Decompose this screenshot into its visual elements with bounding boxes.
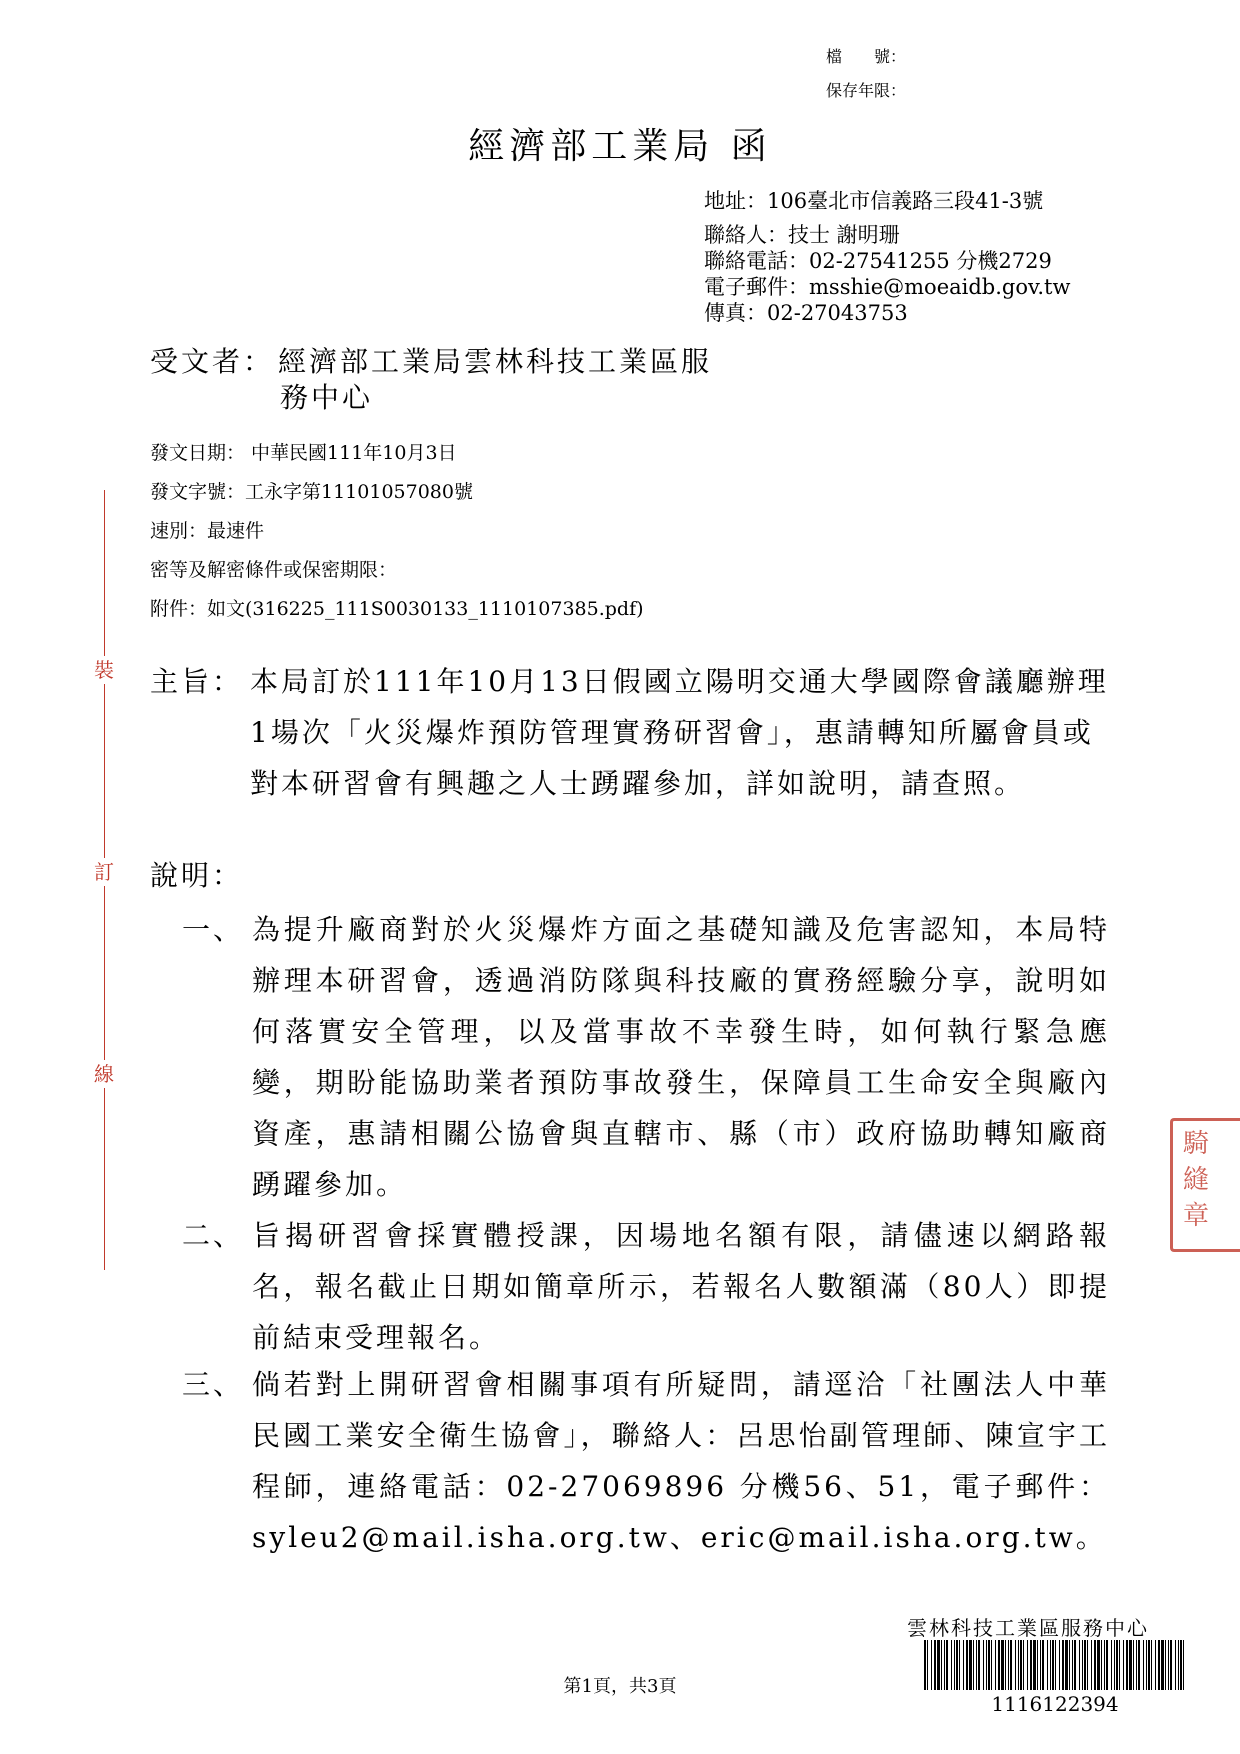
document-meta (150, 434, 644, 629)
file-meta (826, 40, 906, 108)
binding-char-bottom: 線 (90, 1060, 118, 1088)
explanation-label: 說明： (150, 859, 244, 892)
retention-period-label: 保存年限： (826, 81, 907, 100)
document-number: 發文字號：工永字第11101057080號 (150, 481, 473, 503)
sender-fax: 傳真：02-27043753 (704, 301, 908, 325)
sender-contact: 聯絡人：技士 謝明珊 (704, 223, 900, 247)
attachment: 附件：如文(316225_111S0030133_1110107385.pdf) (150, 598, 644, 620)
stamp-char-1: 騎 (1183, 1129, 1210, 1159)
recipient (150, 344, 712, 416)
binding-char-top: 裝 (90, 656, 118, 684)
confidentiality: 密等及解密條件或保密期限： (150, 559, 398, 581)
document-title: 經濟部工業局 函 (468, 126, 772, 167)
barcode-number: 1116122394 (991, 1692, 1119, 1716)
recipient-name-line2: 務中心 (280, 381, 374, 414)
receiving-unit-name: 雲林科技工業區服務中心 (907, 1616, 1149, 1640)
item-number: 二、 (182, 1219, 245, 1252)
item-text: 為提升廠商對於火災爆炸方面之基礎知識及危害認知，本局特辦理本研習會，透過消防隊與科技廠的實務經驗分享，說明如何落實安全管理，以及當事故不幸發生時，如何執行緊急應變，期盼能協助業者預防事故發生，保障員工生命安全與廠內資產，惠請相關公協會與直轄市、縣（市）政府協助轉知廠商踴躍參加。 (252, 913, 1110, 1201)
stamp-char-3: 章 (1183, 1201, 1210, 1231)
item-text: 旨揭研習會採實體授課，因場地名額有限，請儘速以網路報名，報名截止日期如簡章所示，若報名人數額滿（80人）即提前結束受理報名。 (252, 1219, 1110, 1354)
recipient-name-line1: 經濟部工業局雲林科技工業區服 (278, 345, 713, 378)
explanation-item-2 (182, 1210, 1110, 1363)
subject-text: 本局訂於111年10月13日假國立陽明交通大學國際會議廳辦理1場次「火災爆炸預防管理實務研習會」，惠請轉知所屬會員或對本研習會有興趣之人士踴躍參加，詳如說明，請查照。 (250, 665, 1109, 800)
binding-char-middle: 訂 (90, 858, 118, 886)
sender-address: 地址：106臺北市信義路三段41-3號 (704, 189, 1044, 213)
subject-label: 主旨： (150, 665, 244, 698)
stamp-char-2: 縫 (1183, 1165, 1210, 1195)
explanation-item-3 (182, 1359, 1110, 1563)
sender-info (704, 188, 1070, 326)
sender-phone: 聯絡電話：02-27541255 分機2729 (704, 249, 1052, 273)
speed-class: 速別：最速件 (150, 520, 265, 542)
seam-stamp (1170, 1118, 1240, 1252)
subject (150, 656, 1110, 809)
recipient-label: 受文者： (150, 345, 275, 378)
sender-email: 電子郵件：msshie@moeaidb.gov.tw (704, 275, 1071, 299)
page-number: 第1頁，共3頁 (563, 1676, 677, 1697)
issue-date: 發文日期： 中華民國111年10月3日 (150, 442, 457, 464)
file-number-label: 檔 號： (826, 47, 907, 66)
item-number: 一、 (182, 913, 245, 946)
item-number: 三、 (182, 1368, 245, 1401)
item-text: 倘若對上開研習會相關事項有所疑問，請逕洽「社團法人中華民國工業安全衛生協會」，聯絡人：呂思怡副管理師、陳宣宇工程師，連絡電話：02-27069896 分機56、51，電子郵件：syleu2@mail.isha.org.tw、eric@mail.isha.org.tw。 (252, 1368, 1110, 1554)
explanation-item-1 (182, 904, 1110, 1210)
